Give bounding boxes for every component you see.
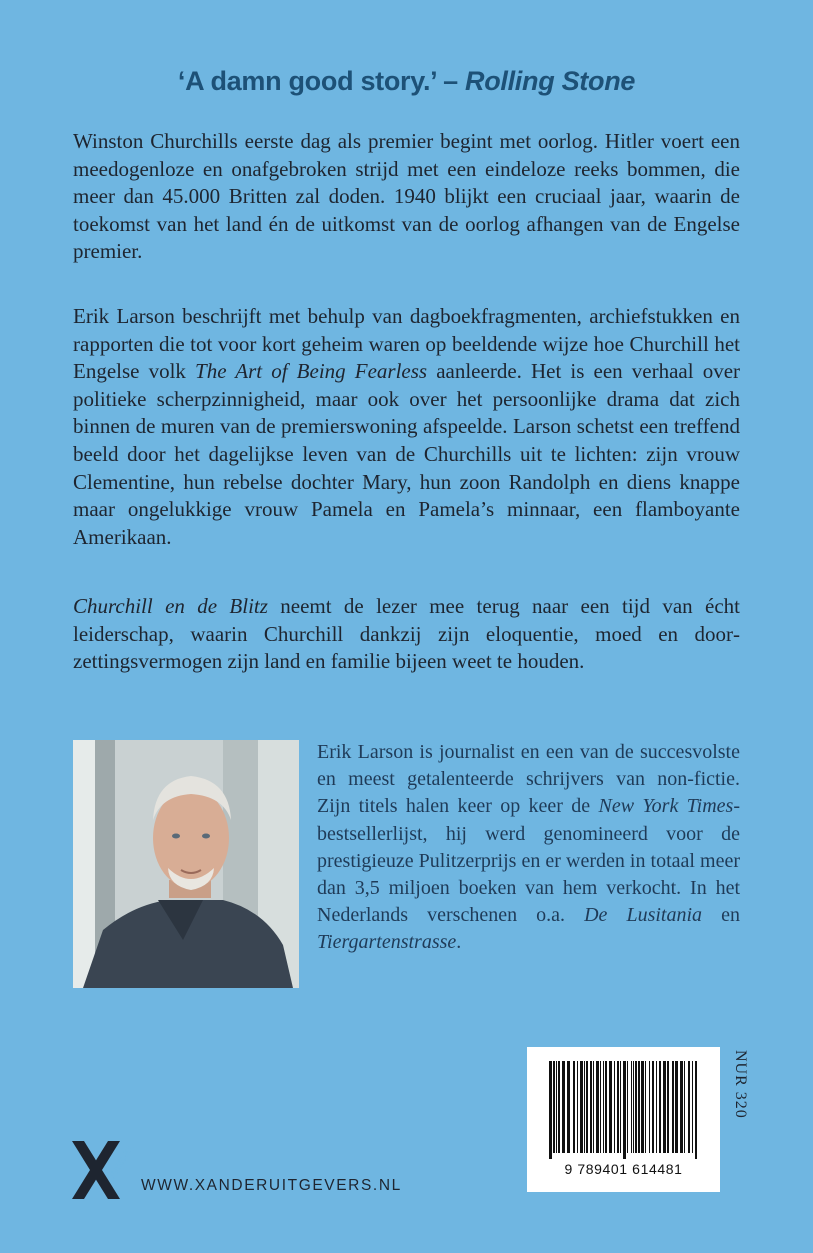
blurb-paragraph-1: Winston Churchills eerste dag als premier begint met oorlog. Hitler voert een meedogenloze en onafgebroken strijd met een eindeloze reeks bommen, die meer dan 45.000 Britten zal doden. 1940 blijkt een cruciaal jaar, waarin de toekomst van het land én de uitkomst van de oorlog afhangen van de Engelse premier. bbox=[73, 129, 740, 264]
isbn-number: 9 789401 614481 bbox=[564, 1161, 683, 1177]
paragraph-2-text-a: Erik Larson beschrijft met behulp van dagboekfragmenten, archiefstukken en rapporten die tot voor kort geheim waren op beeldende wijze hoe Churchill het Engelse volk bbox=[73, 304, 740, 384]
xander-logo bbox=[70, 1139, 136, 1201]
cover-quote bbox=[0, 66, 813, 97]
publisher-url[interactable]: WWW.XANDERUITGEVERS.NL bbox=[141, 1177, 402, 1194]
nur-code: NUR 320 bbox=[732, 1050, 749, 1119]
book-title-art-of-being-fearless: The Art of Being Fearless bbox=[195, 359, 428, 384]
blurb-paragraph-2 bbox=[73, 303, 740, 551]
author-bio bbox=[317, 739, 740, 957]
blurb-paragraph-3 bbox=[73, 593, 740, 676]
bio-text-2: -bestsellerlijst, hij werd genomineerd voor de prestigieuze Pulitzerprijs en er werden in totaal meer dan 3,5 miljoen boeken van hem verkocht. In het Nederlands verschenen o.a. bbox=[317, 795, 741, 927]
paragraph-2-text-b: aanleerde. Het is een verhaal over politieke scherpzinnigheid, maar ook over het persoonlijke drama dat zich binnen de muren van de premierswoning afspeelde. Larson schetst een treffend beeld door het dagelijkse leven van de Churchills uit te lichten: zijn vrouw Clementine, hun rebelse dochter Mary, hun zoon Randolph en diens knappe maar ongelukkige vrouw Pamela en Pamela’s minnaar, een flamboyante Amerikaan. bbox=[73, 359, 741, 549]
barcode bbox=[527, 1047, 720, 1192]
bio-text-4: . bbox=[456, 931, 462, 954]
bio-title-de-lusitania: De Lusitania bbox=[584, 904, 703, 927]
bio-text-3: en bbox=[702, 904, 740, 927]
quote-text: ‘A damn good story.’ – bbox=[177, 66, 466, 96]
paragraph-3-text: neemt de lezer mee terug naar een tijd van écht leiderschap, waarin Churchill dankzij zijn eloquentie, moed en doorzettingsvermogen zijn land en familie bijeen weet te houden. bbox=[73, 594, 741, 674]
bio-title-new-york-times: New York Times bbox=[598, 795, 734, 818]
svg-text:XANDER: XANDER bbox=[107, 1142, 136, 1181]
book-title-churchill-en-de-blitz: Churchill en de Blitz bbox=[73, 594, 268, 618]
quote-source: Rolling Stone bbox=[465, 66, 636, 96]
author-photo bbox=[73, 740, 299, 988]
bio-title-tiergartenstrasse: Tiergartenstrasse bbox=[317, 931, 457, 954]
bio-text-1: Erik Larson is journalist en een van de succesvolste en meest getalenteerde schrijvers van non-fictie. Zijn titels halen keer op keer de bbox=[317, 741, 740, 818]
